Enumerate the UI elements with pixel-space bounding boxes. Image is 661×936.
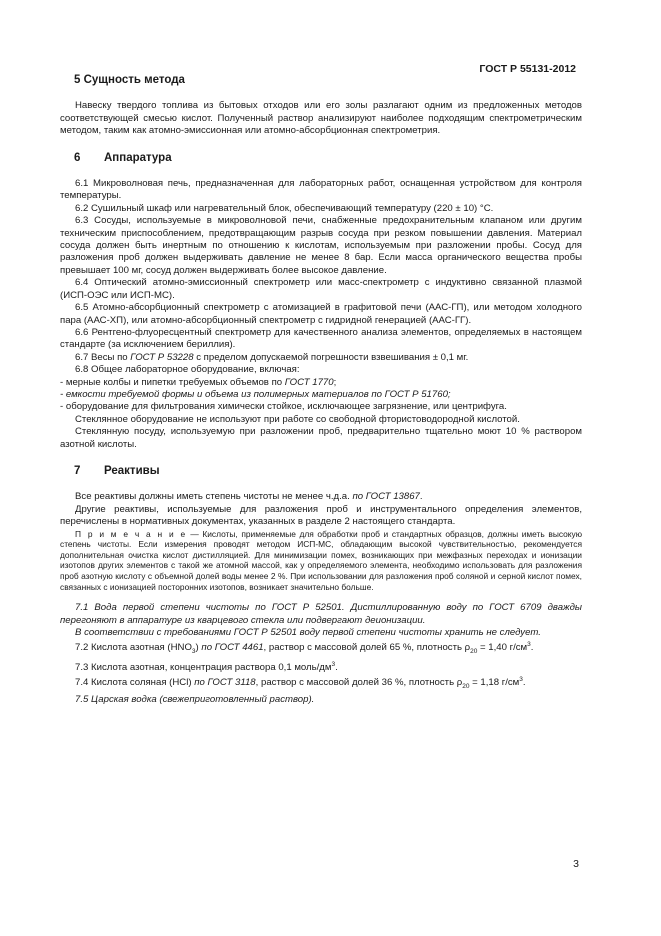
subscript: 20: [462, 683, 470, 691]
glass-note-1: Стеклянное оборудование не используют при работе со свободной фтористоводородной кислотой.: [75, 413, 520, 425]
note-label: П р и м е ч а н и е: [75, 528, 187, 539]
clause-text: 7.4 Кислота соляная (HCl): [75, 677, 195, 689]
reference-gost-r-53228: ГОСТ Р 53228: [130, 351, 194, 363]
list-item: - емкости требуемой формы и объема из полимерных материалов по ГОСТ Р 51760;: [60, 388, 451, 400]
reference-gost-1770: ГОСТ 1770: [284, 376, 334, 388]
clause-7-1-continued: В соответствии с требованиями ГОСТ Р 52501 воду первой степени чистоты хранить не следует.: [75, 626, 541, 638]
section-7-paragraph-1: [60, 491, 582, 503]
clause-6-7-text-end: с пределом допускаемой погрешности взвешивания ± 0,1 мг.: [193, 351, 469, 363]
clause-6-4: 6.4 Оптический атомно-эмиссионный спектрометр или масс-спектрометр с индуктивно связанной плазмой (ИСП-ОЭС или ИСП-МС).: [60, 277, 582, 301]
clause-text: 7.3 Кислота азотная, концентрация раствора 0,1 моль/дм: [75, 662, 332, 674]
list-item-end: ;: [333, 376, 337, 388]
subscript: 3: [191, 648, 196, 656]
clause-7-5: 7.5 Царская водка (свежеприготовленный раствор).: [75, 693, 315, 705]
section-6-number: 6: [74, 151, 81, 164]
page-content: [60, 74, 582, 706]
section-5-paragraph: Навеску твердого топлива из бытовых отходов или его золы разлагают одним из предложенных методов соответствующей смесью кислот. Полученный раствор анализируют наиболее подходящим спектрометрическим методом, таким как атомно-эмиссионная или атомно-абсорбционная спектрометрия.: [60, 100, 582, 137]
paragraph-text: Все реактивы должны иметь степень чистоты не менее ч.д.а.: [75, 491, 353, 503]
clause-text: , раствор с массовой долей 65 %, плотность ρ: [263, 642, 471, 654]
clause-7-3: [60, 659, 582, 675]
clause-6-7: [60, 352, 582, 364]
subscript: 20: [470, 648, 478, 656]
clause-6-2: 6.2 Сушильный шкаф или нагревательный блок, обеспечивающий температуру (220 ± 10) °С.: [75, 202, 494, 214]
reference-gost-4461: по ГОСТ 4461: [201, 642, 264, 654]
clause-text: = 1,18 г/см: [469, 677, 520, 689]
clause-7-2: [60, 639, 582, 659]
clause-6-1: 6.1 Микроволновая печь, предназначенная для лабораторных работ, оснащенная устройством для контроля температуры.: [60, 178, 582, 202]
section-6-title: Аппаратура: [104, 151, 172, 164]
list-item: - оборудование для фильтрования химически стойкое, исключающее загрязнение, или центрифуга.: [60, 401, 507, 413]
section-7-number: 7: [74, 464, 81, 477]
clause-6-5: 6.5 Атомно-абсорбционный спектрометр с атомизацией в графитовой печи (ААС-ГП), или методом холодного пара (ААС-ХП), или атомно-абсорбционный спектрометр с гидридной генерацией (ААС-ГГ).: [60, 302, 582, 326]
paragraph-end: .: [419, 491, 423, 503]
document-code: ГОСТ Р 55131-2012: [479, 63, 576, 75]
section-5-title: 5 Сущность метода: [74, 74, 185, 86]
section-7-heading: [74, 465, 582, 477]
list-item-text: - мерные колбы и пипетки требуемых объемов по: [60, 376, 285, 388]
reference-gost-3118: по ГОСТ 3118: [194, 677, 256, 689]
note-text: — Кислоты, применяемые для обработки проб и стандартных образцов, должны иметь высокую степень чистоты. Если измерения проводят методом ИСП-МС, обладающим высокой чувствительностью, рекомендуется дополнительная очистка кислот дистилляцией. Для минимизации помех, возникающих при межфазных переходах и ионизации изотопов других элементов с такой же атомной массой, как у определяемого элемента, необходимо использовать для разложения проб азотную кислоту с объемной долей воды менее 2 %. При использовании для разложения проб соляной и серной кислот помех, связанных с ионизацией посторонних изотопов, возникает значительно больше.: [60, 528, 582, 592]
superscript: 3: [527, 641, 531, 649]
clause-text: ): [195, 642, 202, 654]
clause-text: = 1,40 г/см: [477, 642, 528, 654]
clause-text: .: [522, 677, 526, 689]
clause-text: .: [335, 662, 338, 674]
clause-text: 7.2 Кислота азотная (HNO: [75, 642, 192, 654]
reference-gost-13867: по ГОСТ 13867: [352, 491, 420, 503]
clause-6-8: 6.8 Общее лабораторное оборудование, включая:: [75, 364, 300, 376]
clause-6-3: 6.3 Сосуды, используемые в микроволновой печи, снабженные предохранительным клапаном или другим техническим приспособлением, предотвращающим разрыв сосуда при резком повышении давления. Материал сосуда должен быть инертным по отношению к кислотам, используемым при разложении пробы. Сосуд для разложения проб должен выдерживать давление не менее 8 бар. Если масса органического вещества пробы превышает 100 мг, сосуд должен выдерживать более высокое давление.: [60, 215, 582, 276]
clause-text: .: [530, 642, 534, 654]
clause-6-6: 6.6 Рентгено-флуоресцентный спектрометр для качественного анализа элементов, определяемых в настоящем стандарте (за исключением бериллия).: [60, 326, 582, 351]
clause-text: , раствор с массовой долей 36 %, плотность ρ: [255, 677, 463, 689]
note: [60, 529, 582, 593]
section-7-paragraph-2: Другие реактивы, используемые для разложения проб и инструментального определения элементов, перечислены в нормативных документах, указанных в разделе 2 настоящего стандарта.: [60, 503, 582, 528]
glass-note-2: Стеклянную посуду, используемую при разложении проб, предварительно тщательно моют 10 % раствором азотной кислоты.: [60, 426, 582, 450]
section-6-heading: [74, 152, 582, 164]
clause-7-4: [60, 674, 582, 694]
clause-7-1: 7.1 Вода первой степени чистоты по ГОСТ Р 52501. Дистиллированную воду по ГОСТ 6709 дважды перегоняют в аппаратуре из кварцевого стекла или подвергают деионизации.: [60, 602, 582, 626]
superscript: 3: [331, 660, 336, 668]
list-item: [60, 377, 582, 389]
clause-6-7-text: 6.7 Весы по: [75, 351, 131, 363]
section-7-title: Реактивы: [104, 464, 160, 477]
superscript: 3: [519, 676, 523, 684]
page-number: 3: [573, 858, 579, 870]
